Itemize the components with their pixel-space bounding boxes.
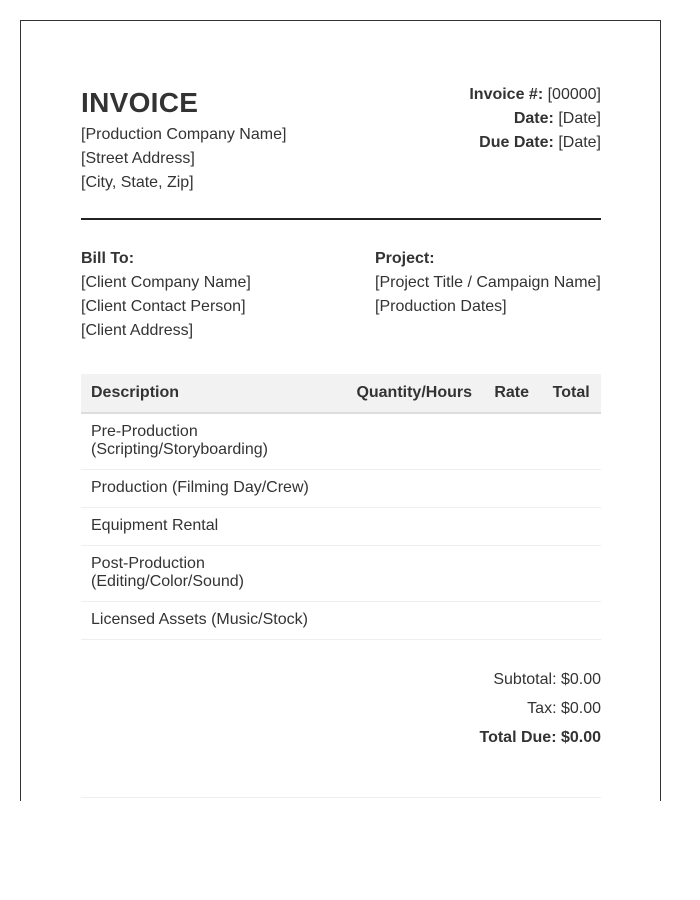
company-block <box>81 123 286 195</box>
table-row <box>81 508 601 546</box>
invoice-date-value: [Date] <box>558 110 601 127</box>
invoice-date-label: Date: <box>513 110 554 127</box>
row-description <box>81 470 346 508</box>
row-total <box>541 602 601 640</box>
row-quantity <box>346 413 482 470</box>
total-due: Total Due: $0.00 <box>479 729 601 746</box>
tax: Tax: $0.00 <box>527 700 601 717</box>
line-items-table <box>81 374 601 640</box>
project-heading: Project: <box>375 250 435 267</box>
row-description-line: Production (Filming Day/Crew) <box>91 479 309 496</box>
row-description <box>81 546 346 602</box>
company-street: [Street Address] <box>81 150 195 167</box>
project-block <box>375 247 615 319</box>
invoice-number-value: [00000] <box>547 86 601 103</box>
row-description-line: (Scripting/Storyboarding) <box>91 441 268 458</box>
table-header-row <box>81 374 601 413</box>
row-rate <box>482 413 541 470</box>
client-contact: [Client Contact Person] <box>81 298 246 315</box>
invoice-meta <box>469 83 601 155</box>
client-address: [Client Address] <box>81 322 194 339</box>
row-description-line: Pre-Production <box>91 423 198 440</box>
bill-to-block <box>81 247 361 343</box>
invoice-page <box>20 20 661 801</box>
invoice-header <box>81 83 601 220</box>
row-description-line: Licensed Assets (Music/Stock) <box>91 611 308 628</box>
header-total: Total <box>541 374 601 413</box>
company-name: [Production Company Name] <box>81 126 287 143</box>
bill-to-heading: Bill To: <box>81 250 135 267</box>
table-row <box>81 546 601 602</box>
totals-block <box>479 665 601 752</box>
due-date-value: [Date] <box>558 134 601 151</box>
row-total <box>541 508 601 546</box>
invoice-date-row <box>469 107 601 131</box>
client-company: [Client Company Name] <box>81 274 251 291</box>
subtotal: Subtotal: $0.00 <box>493 671 601 688</box>
row-quantity <box>346 546 482 602</box>
row-quantity <box>346 508 482 546</box>
invoice-title: INVOICE <box>81 87 199 118</box>
invoice-number-label: Invoice #: <box>469 86 544 103</box>
row-total <box>541 413 601 470</box>
row-description-line: (Editing/Color/Sound) <box>91 573 244 590</box>
row-total <box>541 546 601 602</box>
invoice-number-row <box>469 83 601 107</box>
footer-divider <box>81 797 601 798</box>
table-row <box>81 602 601 640</box>
header-description: Description <box>81 374 346 413</box>
row-total <box>541 470 601 508</box>
row-description <box>81 413 346 470</box>
table-row <box>81 413 601 470</box>
row-rate <box>482 546 541 602</box>
due-date-row <box>469 131 601 155</box>
row-description-line: Equipment Rental <box>91 517 219 534</box>
row-description-line: Post-Production <box>91 555 205 572</box>
row-description <box>81 602 346 640</box>
row-rate <box>482 602 541 640</box>
table-body <box>81 413 601 640</box>
row-quantity <box>346 602 482 640</box>
row-rate <box>482 470 541 508</box>
row-quantity <box>346 470 482 508</box>
company-city: [City, State, Zip] <box>81 174 194 191</box>
due-date-label: Due Date: <box>479 134 554 151</box>
header-rate: Rate <box>482 374 541 413</box>
production-dates: [Production Dates] <box>375 298 507 315</box>
table-header <box>81 374 601 413</box>
table-row <box>81 470 601 508</box>
row-rate <box>482 508 541 546</box>
row-description <box>81 508 346 546</box>
header-quantity: Quantity/Hours <box>346 374 482 413</box>
project-title: [Project Title / Campaign Name] <box>375 274 601 291</box>
